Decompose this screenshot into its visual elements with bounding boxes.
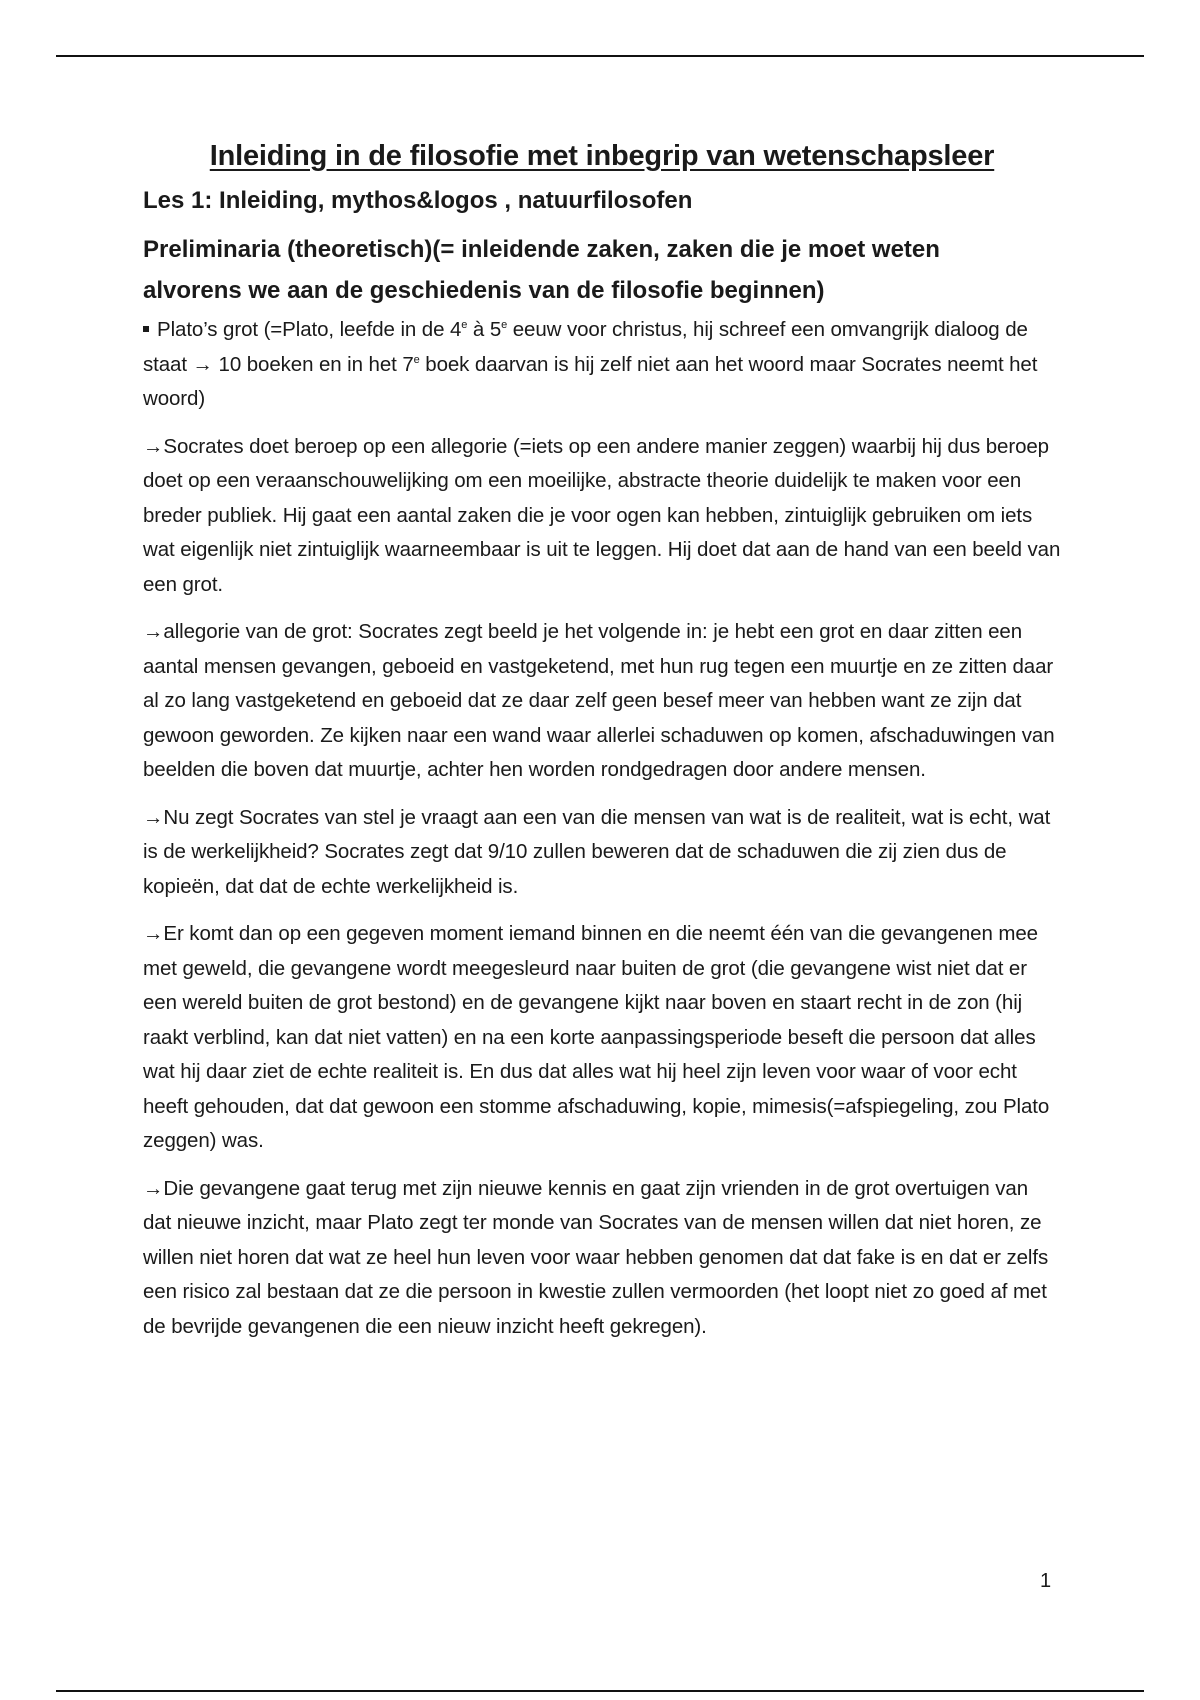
bullet-text-part3: eeuw voor christus, hij schreef een omvangrijk dialoog de staat → 10 boeken en in het 7 [143,318,1028,376]
bottom-rule [56,1690,1144,1692]
paragraph-prisoner-freed: →Er komt dan op een gegeven moment iemand binnen en die neemt één van die gevangenen mee met geweld, die gevangene wordt meegesleurd naar buiten de grot (die gevangene wist niet dat er een wereld buiten de grot bestond) en de gevangene kijkt naar boven en staart recht in de zon (hij raakt verblind, kan dat niet vatten) en na een korte aanpassingsperiode beseft die persoon dat alles wat hij daar ziet de echte realiteit is. En dus dat alles wat hij heel zijn leven voor waar of voor echt heeft gehouden, dat dat gewoon een stomme afschaduwing, kopie, mimesis(=afspiegeling, zou Plato zeggen) was. [143,922,1050,1152]
lesson-title: Les 1: Inleiding, mythos&logos , natuurfilosofen [143,187,693,214]
bullet-sup2: e [501,319,508,332]
bullet-sup3: e [413,353,420,366]
bullet-text-part4: boek daarvan is hij zelf niet aan het woord maar Socrates neemt het woord) [143,352,1038,410]
top-rule [56,55,1144,57]
bullet-text-part1: Plato’s grot (=Plato, leefde in de 4 [157,318,462,341]
bullet-paragraph [143,313,1061,417]
paragraph-allegory-intro: →Socrates doet beroep op een allegorie (=iets op een andere manier zeggen) waarbij hij dus beroep doet op een veraanschouwelijking om een moeilijke, abstracte theorie duidelijk te maken voor een breder publiek. Hij gaat een aantal zaken die je voor ogen kan hebben, zintuiglijk gebruiken om iets wat eigenlijk niet zintuiglijk waarneembaar is uit te leggen. Hij doet dat aan de hand van een beeld van een grot. [143,434,1061,596]
section-title-line1: Preliminaria (theoretisch)(= inleidende zaken, zaken die je moet weten [143,236,940,263]
section-title-line2: alvorens we aan de geschiedenis van de filosofie beginnen) [143,277,825,304]
paragraph-cave-description: →allegorie van de grot: Socrates zegt beeld je het volgende in: je hebt een grot en daar zitten een aantal mensen gevangen, geboeid en vastgeketend, met hun rug tegen een muurtje en ze zitten daar al zo lang vastgeketend en geboeid dat ze daar zelf geen besef meer van hebben want ze zijn dat gewoon geworden. Ze kijken naar een wand waar allerlei schaduwen op komen, afschaduwingen van beelden die boven dat muurtje, achter hen worden rondgedragen door andere mensen. [143,620,1055,781]
paragraph-reality-question: →Nu zegt Socrates van stel je vraagt aan een van die mensen van wat is de realiteit, wat is echt, wat is de werkelijkheid? Socrates zegt dat 9/10 zullen beweren dat de schaduwen die zij zien dus de kopieën, dat dat de echte werkelijkheid is. [143,805,1051,898]
section-title [143,229,1061,311]
square-bullet-icon [143,326,149,332]
page-number: 1 [1040,1570,1052,1592]
bullet-sup1: e [461,319,468,332]
document-body [143,140,1061,1357]
document-title: Inleiding in de filosofie met inbegrip van wetenschapsleer [209,140,995,172]
bullet-text-part2: à 5 [467,318,502,341]
paragraph-prisoner-returns: →Die gevangene gaat terug met zijn nieuwe kennis en gaat zijn vrienden in de grot overtuigen van dat nieuwe inzicht, maar Plato zegt ter monde van Socrates van de mensen willen dat niet horen, ze willen niet horen dat wat ze heel hun leven voor waar hebben genomen dat dat fake is en dat er zelfs een risico zal bestaan dat ze die persoon in kwestie zullen vermoorden (het loopt niet zo goed af met de bevrijde gevangenen die een nieuw inzicht heeft gekregen). [143,1176,1049,1338]
